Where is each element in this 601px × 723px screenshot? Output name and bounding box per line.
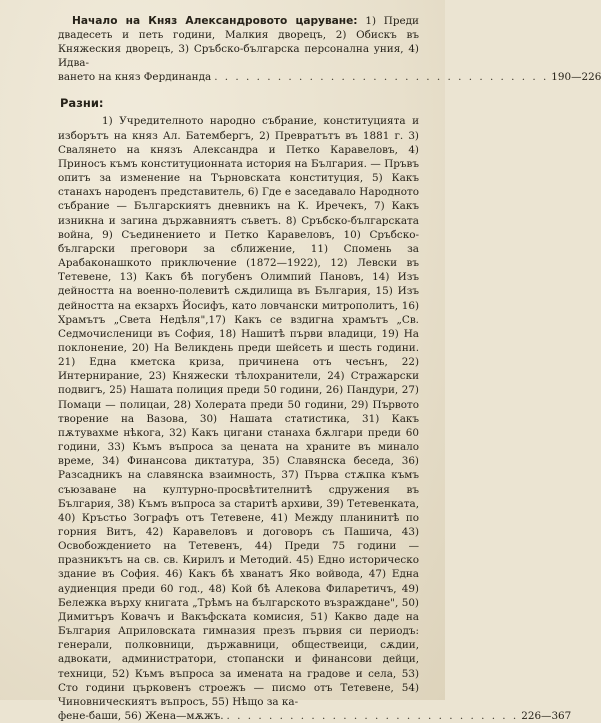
toc-entry-reign xyxy=(58,14,419,70)
misc-text: 1) Учредителното народно събрание, конституцията и изборътъ на княз Ал. Батембергъ, 2) Превратътъ въ 1881 г. 3) Свалянето на князъ Александра и Петко Каравеловъ, 4) Приносъ къмъ конституционната история на България. — Пръвъ опитъ за изменение на Търновската конституция, 5) Какъ станахъ народенъ представитель, 6) Где е заседавало Народното събрание — Българскиятъ дневникъ на К. Иречекъ, 7) Какъ изникна и загина държавниятъ съветъ. 8) Сръбско-българската война, 9) Съединението и Петко Каравеловъ, 10) Сръбско-български преговори за сближение, 11) Спомень за Арабаконашкото приключение (1872—1922), 12) Левски въ Тетевене, 13) Какъ бѣ погубенъ Олимпий Пановъ, 14) Изъ дейността на военно-полевитѣ сѫдилища въ България, 15) Изъ дейността на екзархъ Йосифъ, като ловчански митрополитъ, 16) Храмътъ „Света Недѣля",17) Какъ се вздигна храмътъ „Св. Седмочисленици въ София, 18) Нашитѣ първи владици, 19) На поклонение, 20) На Великдень преди шейсеть и шесть години. 21) Една кметска криза, причинена отъ чесънъ, 22) Интернирание, 23) Княжески тѣлохранители, 24) Стражарски подвигъ, 25) Нашата полиция преди 50 години, 26) Пандури, 27) Помаци — полицаи, 28) Холерата преди 50 години, 29) Първото творение на Вазова, 30) Нашата статистика, 31) Какъ пѫтувахме нѣкога, 32) Какъ цигани станаха бѫлгари преди 60 години, 33) Къмъ въпроса за цената на храните въ минало време, 34) Финансова диктатура, 35) Славянска беседа, 36) Разсадникъ на славянска взаимность, 37) Първа стѫпка къмъ съюзаване на културно-просвѣтителнитѣ сдружения въ България, 38) Къмъ въпроса за старитѣ архиви, 39) Тетевенката, 40) Кръстьо Зографъ отъ Тетевене, 41) Между планинитѣ по горния Витъ, 42) Каравеловъ и договоръ съ Пашича, 43) Освобождението на Тетевенъ, 44) Преди 75 години — празникътъ на св. св. Кирилъ и Методий. 45) Едно историческо здание въ София. 46) Какъ бѣ хванатъ Яко войвода, 47) Една аудиенция преди 60 год., 48) Кой бѣ Алекова Филаретичъ, 49) Бележка върху книгата „Трѣмъ на българското възраждане", 50) Димитъръ Ковачъ и Вакъфската комисия, 51) Какво даде на България Априловската гимназия презъ първия си периодъ: генерали, полковници, държавници, обществеици, сѫдии, адвокати, администратори, стопански и финансови дейци, техници, 52) Къмъ въпроса за имената на градове и села, 53) Сто години църковенъ строежъ — писмо отъ Тетевене, 54) Чиновническиятъ въпросъ, 55) Нѣщо за ка- xyxy=(58,115,419,708)
toc-entry-misc-lastline xyxy=(58,709,572,723)
page-range: 190—226 xyxy=(551,71,601,84)
misc-last-line: фене-баши, 56) Жена—мѫжъ. xyxy=(58,710,224,723)
toc-entry-misc xyxy=(58,114,419,709)
toc-entry-reign-lastline xyxy=(58,70,601,84)
dot-leaders: . . . . . . . . . . . . . . . . . . . . . . . . . . . . . . . . xyxy=(214,71,549,84)
entry-last-line: ването на княз Фердинанда xyxy=(58,71,212,84)
dot-leaders: . . . . . . . . . . . . . . . . . . . . . . . . . . . . xyxy=(226,710,519,723)
section-title: Разни: xyxy=(60,96,104,111)
entry-heading: Начало на Княз Александровото царуване: xyxy=(72,15,358,27)
page-range: 226—367 xyxy=(521,710,572,723)
entry-text: 1) Преди двадесеть и петь години, Малкия дворецъ, 2) Обискъ въ Княжеския дворецъ, 3) Сръбско-българска персонална уния, 4) Идва- xyxy=(58,15,419,70)
